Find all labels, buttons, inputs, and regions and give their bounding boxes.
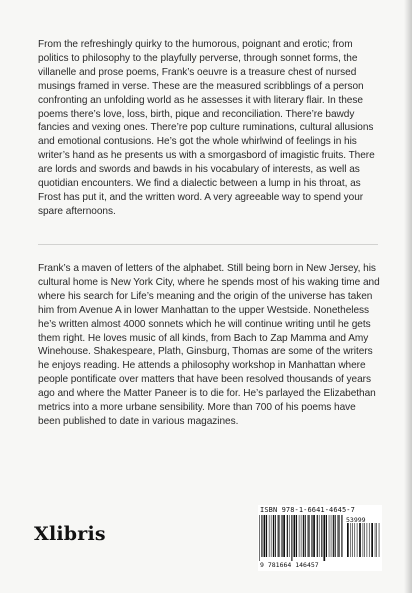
ean-digits: 9 781664 146457 xyxy=(260,561,319,569)
barcode-bar xyxy=(261,515,262,557)
barcode-bar xyxy=(313,515,315,557)
barcode-bar xyxy=(281,515,282,557)
barcode-bar xyxy=(287,515,288,557)
barcode-bar xyxy=(317,515,318,557)
barcode-bar xyxy=(357,523,358,557)
barcode-bar xyxy=(291,515,292,561)
barcode-bar xyxy=(273,515,274,557)
barcode-bar xyxy=(271,515,272,557)
section-divider xyxy=(38,244,378,245)
price-addon-bars xyxy=(346,523,382,563)
barcode-bar xyxy=(279,515,280,557)
barcode-bar xyxy=(278,515,279,557)
barcode-bar xyxy=(333,515,334,557)
isbn-barcode xyxy=(258,505,382,571)
barcode-bar xyxy=(335,515,336,557)
ean-barcode-bars xyxy=(258,515,344,561)
barcode-bar xyxy=(326,515,327,557)
barcode-bar xyxy=(275,515,276,557)
barcode-bar xyxy=(264,515,266,557)
barcode-bar xyxy=(359,523,361,557)
barcode-bar xyxy=(294,515,296,557)
barcode-bar xyxy=(319,515,320,557)
barcode-bar xyxy=(350,523,351,557)
barcode-bar xyxy=(296,515,297,557)
barcode-bar xyxy=(375,523,376,557)
barcode-bar xyxy=(371,523,373,557)
barcode-bar xyxy=(301,515,302,557)
barcode-bar xyxy=(379,523,380,557)
edge-shadow xyxy=(404,0,412,593)
barcode-bar xyxy=(259,515,260,561)
barcode-bar xyxy=(352,523,353,557)
barcode-bar xyxy=(269,515,270,557)
barcode-bar xyxy=(331,515,332,557)
barcode-bar xyxy=(376,523,377,557)
barcode-bar xyxy=(363,523,364,557)
barcode-bar xyxy=(329,515,330,557)
book-blurb: From the refreshingly quirky to the humorous, poignant and erotic; from politics to philosophy to the playfully perverse, through sonnet forms, the villanelle and prose poems, Frank’s oeuvre is a treasure chest of nursed musings framed in verse. These are the measured scribblings of a person confronting an unfolding world as he assesses it with literary flair. In these poems there’s love, loss, birth, pique and reconciliation. There’re bawdy fancies and vexing ones. There’re pop culture ruminations, cultural allusions and emotional contusions. He’s got the whole whirlwind of feelings in his writer’s hand as he presents us with a smorgasbord of imagistic fruits. There are lords and swords and bawds in his vocabulary of interests, as well as quotidian encounters. We find a dialectic between a lump in his throat, as Frost has put it, and the written word. A very agreeable way to spend your spare afternoons. xyxy=(38,39,375,217)
barcode-bar xyxy=(338,515,339,557)
barcode-bar xyxy=(305,515,306,557)
barcode-bar xyxy=(367,523,368,557)
barcode-bar xyxy=(289,515,290,557)
barcode-bar xyxy=(354,523,355,557)
barcode-bar xyxy=(369,523,370,557)
barcode-bar xyxy=(321,515,322,557)
barcode-bar xyxy=(347,523,349,557)
isbn-label: ISBN 978-1-6641-4645-7 xyxy=(260,506,355,514)
barcode-bar xyxy=(303,515,304,557)
barcode-bar xyxy=(266,515,267,557)
barcode-bar xyxy=(299,515,300,557)
barcode-bar xyxy=(341,515,342,557)
publisher-logo: Xlibris xyxy=(34,523,106,545)
barcode-bar xyxy=(323,515,325,561)
barcode-bar xyxy=(364,523,365,557)
price-code: 53999 xyxy=(346,516,366,524)
barcode-bar xyxy=(283,515,285,557)
barcode-bar xyxy=(339,515,340,557)
barcode-bar xyxy=(308,515,309,557)
barcode-bar xyxy=(309,515,310,557)
barcode-bar xyxy=(311,515,312,557)
author-bio: Frank’s a maven of letters of the alphabet. Still being born in New Jersey, his cultural home is New York City, where he spends most of his waking time and where his search for Life’s meaning and the origin of the universe has taken him from Avenue A in lower Manhattan to the upper Westside. Nonetheless he’s written almost 4000 sonnets which he will continue writing until he gets them right. He loves music of all kinds, from Bach to Zap Mamma and Amy Winehouse. Shakespeare, Plath, Ginsburg, Thomas are some of the writers he enjoys reading. He attends a philosophy workshop in Manhattan where people pontificate over matters that have been resolved thousands of years ago and where the Matter Paneer is to die for. He’s parlayed the Elizabethan metrics into a more urbane sensibility. More than 700 of his poems have been published to date in various magazines. xyxy=(38,263,380,427)
